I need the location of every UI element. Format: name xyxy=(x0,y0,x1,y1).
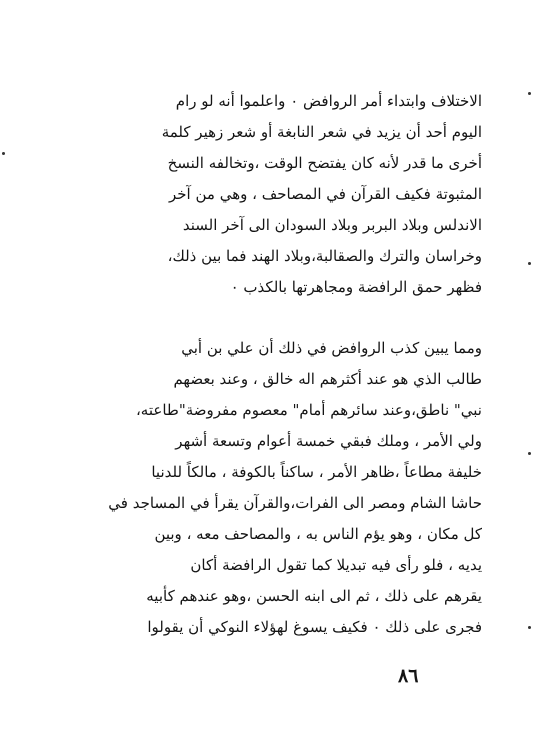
text-line: أخرى ما قدر لأنه كان يفتضح الوقت ،وتخالفه النسخ xyxy=(167,154,482,172)
text-line: ولي الأمر ، وملك فبقي خمسة أعوام وتسعة أشهر xyxy=(175,432,482,450)
paragraph-1 xyxy=(52,86,482,303)
paragraph-2 xyxy=(52,333,482,643)
text-line: كل مكان ، وهو يؤم الناس به ، والمصاحف معه ، وبين xyxy=(154,525,482,543)
text-line: الاندلس وبلاد البربر وبلاد السودان الى آخر السند xyxy=(182,216,482,234)
scan-speck xyxy=(528,626,531,629)
page-number: ٨٦ xyxy=(398,665,419,687)
text-line: ومما يبين كذب الروافض في ذلك أن علي بن أبي xyxy=(181,339,482,357)
text-line: يديه ، فلو رأى فيه تبديلا كما تقول الرافضة أكان xyxy=(190,556,482,574)
text-line: اليوم أحد أن يزيد في شعر النابغة أو شعر زهير كلمة xyxy=(161,123,482,141)
text-line: خليفة مطاعاً ،ظاهر الأمر ، ساكناً بالكوفة ، مالكاً للدنيا xyxy=(151,463,482,481)
text-line: حاشا الشام ومصر الى الفرات،والقرآن يقرأ في المساجد في xyxy=(108,494,482,512)
scan-speck xyxy=(2,152,5,155)
text-line: يقرهم على ذلك ، ثم الى ابنه الحسن ،وهو عندهم كأبيه xyxy=(146,587,482,605)
text-line: فظهر حمق الرافضة ومجاهرتها بالكذب ٠ xyxy=(230,278,482,296)
text-line: طالب الذي هو عند أكثرهم اله خالق ، وعند بعضهم xyxy=(173,370,482,388)
scan-speck xyxy=(528,92,531,95)
text-line: المثبوتة فكيف القرآن في المصاحف ، وهي من آخر xyxy=(169,185,482,203)
text-line: الاختلاف وابتداء أمر الروافض ٠ واعلموا أنه لو رام xyxy=(175,92,482,110)
scan-speck xyxy=(528,452,531,455)
text-line: فجرى على ذلك ٠ فكيف يسوغ لهؤلاء النوكي أن يقولوا xyxy=(147,618,482,636)
text-line: وخراسان والترك والصقالبة،وبلاد الهند فما بين ذلك، xyxy=(167,247,482,265)
scan-speck xyxy=(528,262,531,265)
text-line: نبي" ناطق،وعند سائرهم أمام" معصوم مفروضة"طاعته، xyxy=(135,401,482,419)
